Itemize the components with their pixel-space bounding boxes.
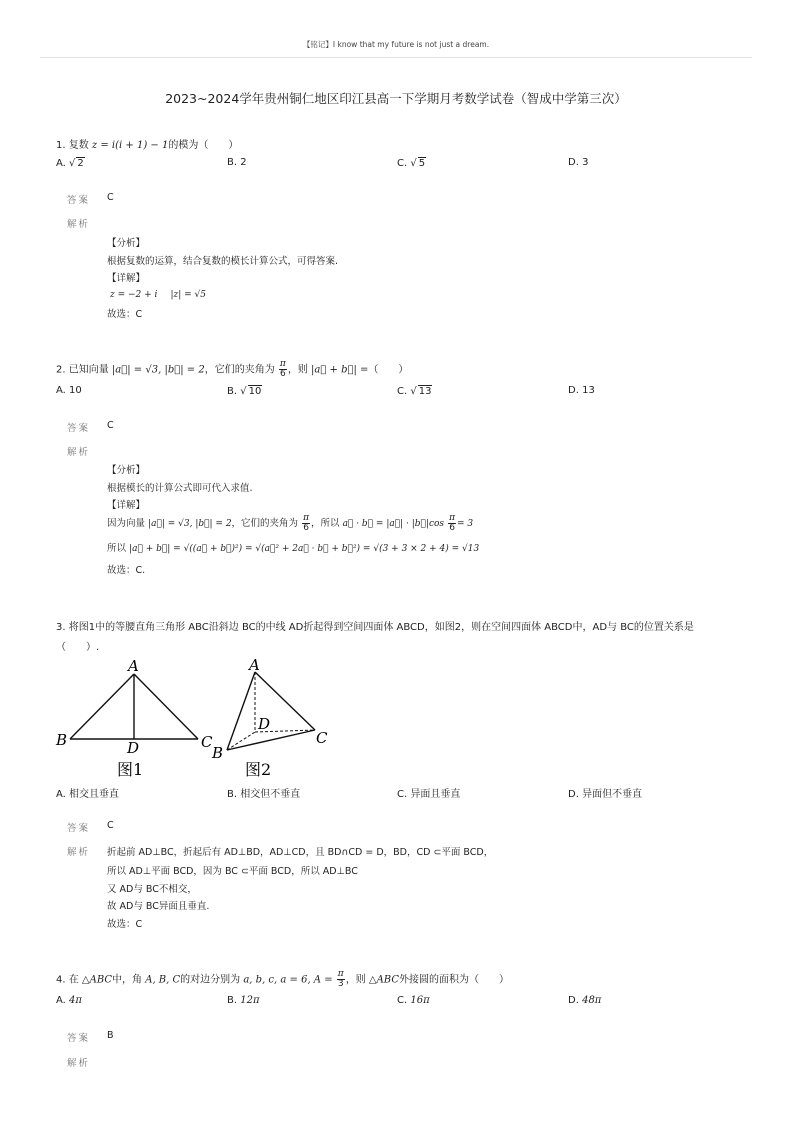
option-b: B. 相交但不垂直 [227, 789, 301, 800]
point-label-d: D [127, 739, 140, 757]
option-c: C. 异面且垂直 [397, 789, 461, 800]
question-number: 2. [56, 364, 66, 376]
option-b: B. 12π [227, 995, 260, 1006]
detail-line-2: 所以 |a⃗ + b⃗| = √((a⃗ + b⃗)²) = √(a⃗² + 2a⃗ · b⃗ + b⃗²) = √(3 + 3 × 2 + 4) = √13 [107, 543, 480, 554]
detail-math: z = −2 + i |z| = √5 [110, 290, 206, 300]
analysis-label: 解析 [67, 847, 91, 858]
analysis-heading: 【分析】 [107, 238, 146, 249]
option-b: B. √ 10 [227, 386, 262, 397]
option-c: C. 16π [397, 995, 430, 1006]
option-a: A. 4π [56, 995, 82, 1006]
conclusion: 故选：C. [107, 565, 146, 576]
edge-ab [227, 672, 255, 750]
question-3-stem: 3. 将图1中的等腰直角三角形 ABC沿斜边 BC的中线 AD折起得到空间四面体 ABCD，如图2，则在空间四面体 ABCD中，AD与 BC的位置关系是 [56, 622, 694, 633]
question-number: 4. [56, 974, 66, 986]
point-label-b: B [56, 731, 68, 749]
answer-value: B [107, 1030, 114, 1041]
analysis-label: 解析 [67, 1058, 91, 1069]
document-title: 2023~2024学年贵州铜仁地区印江县高一下学期月考数学试卷（智成中学第三次） [165, 91, 627, 106]
answer-label: 答案 [67, 423, 91, 434]
option-a: A. √ 2 [56, 158, 84, 169]
solution-line-2: 所以 AD⊥平面 BCD，因为 BC ⊂平面 BCD，所以 AD⊥BC [107, 866, 358, 877]
option-c: C. √ 13 [397, 386, 432, 397]
option-a: A. 相交且垂直 [56, 789, 120, 800]
analysis-label: 解析 [67, 447, 91, 458]
point-label-b: B [212, 744, 224, 762]
option-d: D. 48π [568, 995, 602, 1006]
detail-line-1: 因为向量 |a⃗| = √3, |b⃗| = 2，它们的夹角为 $\frac{\pi}{6}$ ，所以 a⃗ · b⃗ = |a⃗| · |b⃗|cos $\frac{\pi}{6}$ = 3 [107, 513, 474, 533]
question-3-stem-cont: （ ）. [56, 642, 100, 653]
point-label-d: D [258, 715, 271, 733]
option-c: C. √ 5 [397, 158, 426, 169]
answer-value: C [107, 192, 114, 203]
detail-heading: 【详解】 [107, 273, 146, 284]
analysis-heading: 【分析】 [107, 465, 146, 476]
answer-value: C [107, 420, 114, 431]
analysis-text: 根据模长的计算公式即可代入求值. [107, 483, 253, 494]
figure-2-tetrahedron [207, 654, 342, 782]
solution-line-3: 又 AD与 BC不相交， [107, 884, 197, 895]
point-label-c: C [316, 729, 328, 747]
figure-1-caption: 图1 [117, 760, 144, 779]
answer-label: 答案 [67, 195, 91, 206]
question-number: 3. [56, 622, 66, 633]
point-label-a: A [249, 656, 260, 674]
answer-label: 答案 [67, 1033, 91, 1044]
point-label-c: C [201, 733, 213, 751]
answer-value: C [107, 820, 114, 831]
edge-ac [134, 674, 198, 739]
conclusion: 故选：C [107, 919, 143, 930]
figure-2-caption: 图2 [245, 760, 272, 779]
question-4-stem: 4. 在 △ABC中，角 A, B, C的对边分别为 a, b, c, a = 6, A = $\frac{\pi}{3}$ ，则 △ABC外接圆的面积为（ ） [56, 969, 509, 989]
option-d: D. 异面但不垂直 [568, 789, 643, 800]
header-motto: 【铭记】I know that my future is not just a dream. [302, 40, 490, 49]
option-a: A. 10 [56, 385, 82, 396]
analysis-text: 根据复数的运算，结合复数的模长计算公式，可得答案. [107, 256, 339, 267]
figure-1-triangle [52, 654, 222, 782]
option-d: D. 3 [568, 157, 589, 168]
edge-ab [70, 674, 134, 739]
question-1-stem: 1. 复数 z = i(i + 1) − 1的模为（ ） [56, 140, 239, 151]
question-number: 1. [56, 140, 66, 151]
option-b: B. 2 [227, 157, 247, 168]
answer-label: 答案 [67, 823, 91, 834]
option-d: D. 13 [568, 385, 595, 396]
question-2-stem: 2. 已知向量 |a⃗| = √3, |b⃗| = 2，它们的夹角为 $\frac{\pi}{6}$ ，则 |a⃗ + b⃗| =（ ） [56, 359, 409, 379]
solution-line-1: 折起前 AD⊥BC，折起后有 AD⊥BD，AD⊥CD，且 BD∩CD = D，BD，CD ⊂平面 BCD， [107, 847, 494, 858]
solution-line-4: 故 AD与 BC异面且垂直. [107, 901, 210, 912]
point-label-a: A [128, 657, 139, 675]
conclusion: 故选：C [107, 309, 143, 320]
edge-bc [227, 730, 315, 750]
analysis-label: 解析 [67, 219, 91, 230]
detail-heading: 【详解】 [107, 500, 146, 511]
header-divider [40, 57, 752, 58]
